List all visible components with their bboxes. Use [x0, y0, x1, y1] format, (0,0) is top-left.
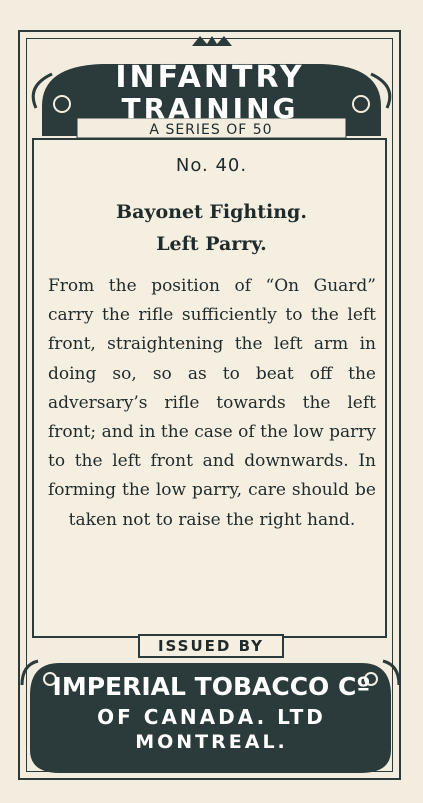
publisher-city: MONTREAL.	[135, 731, 288, 753]
publisher-country: OF CANADA. LTD	[97, 705, 326, 729]
heading-title: Bayonet Fighting.	[116, 201, 307, 223]
publisher-name: IMPERIAL TOBACCO Cº	[52, 672, 371, 701]
card-number: No. 40.	[175, 155, 248, 176]
heading-subtitle: Left Parry.	[156, 233, 267, 255]
issued-by-label: ISSUED BY	[138, 634, 284, 658]
series-title-line1: INFANTRY	[115, 60, 305, 95]
series-title-line2: TRAINING	[121, 92, 299, 125]
series-subtitle: A SERIES OF 50	[149, 122, 273, 138]
body-text: From the position of “On Guard” carry the rifle sufficiently to the left front, straightening the left arm in doing so, so as to beat off the adversary’s rifle towards the left front; and in the case of the low parry to the left front and downwards. In forming the low parry, care should be taken not to raise the right hand.	[48, 276, 376, 530]
